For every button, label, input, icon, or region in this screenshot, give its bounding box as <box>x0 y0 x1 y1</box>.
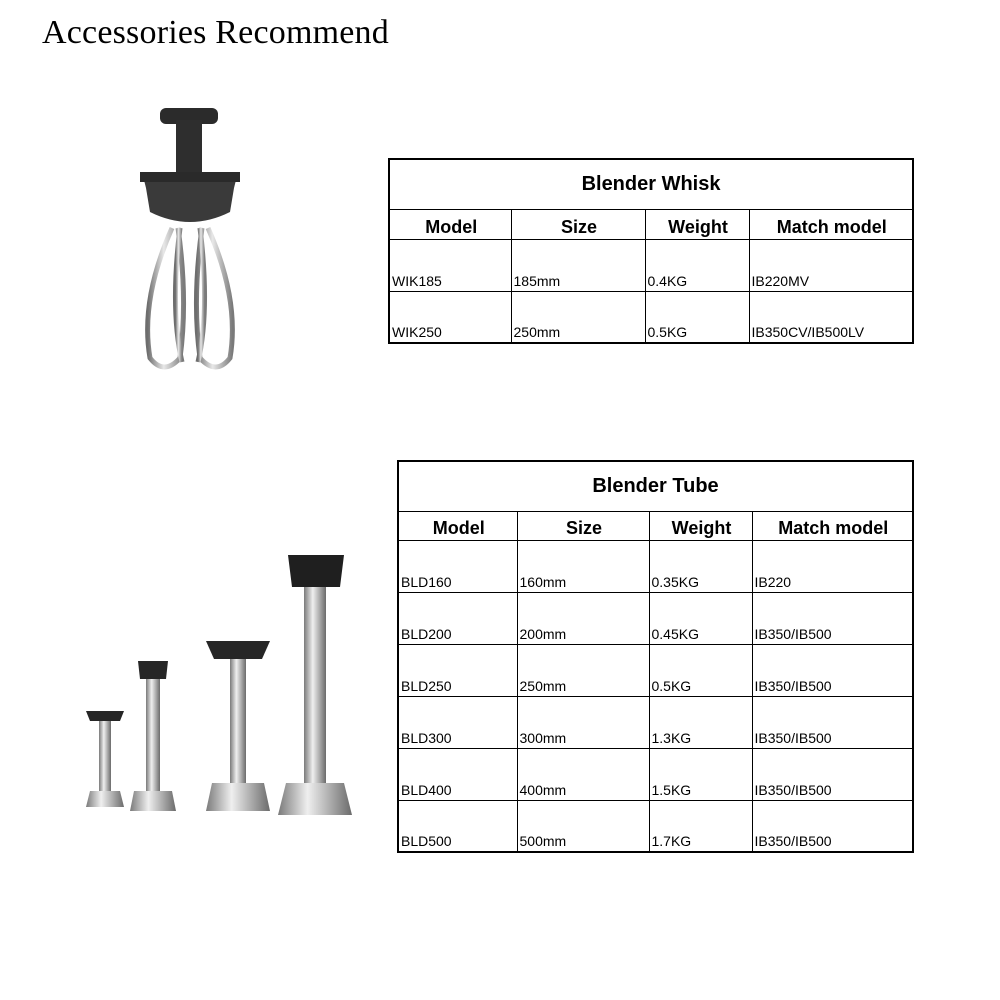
cell-weight: 0.45KG <box>649 592 752 644</box>
cell-model: BLD400 <box>398 748 517 800</box>
column-header-weight: Weight <box>649 511 752 540</box>
cell-weight: 1.3KG <box>649 696 752 748</box>
cell-match-model: IB220 <box>752 540 913 592</box>
cell-weight: 0.35KG <box>649 540 752 592</box>
cell-model: BLD500 <box>398 800 517 852</box>
table-row <box>398 696 913 748</box>
cell-model: WIK185 <box>389 239 511 291</box>
column-header-match-model: Match model <box>752 511 913 540</box>
cell-match-model: IB220MV <box>749 239 913 291</box>
cell-match-model: IB350/IB500 <box>752 644 913 696</box>
column-header-weight: Weight <box>645 209 749 239</box>
cell-size: 160mm <box>517 540 649 592</box>
table-title: Blender Whisk <box>389 159 913 209</box>
cell-model: BLD250 <box>398 644 517 696</box>
cell-match-model: IB350/IB500 <box>752 592 913 644</box>
cell-size: 250mm <box>517 644 649 696</box>
cell-model: BLD160 <box>398 540 517 592</box>
cell-model: WIK250 <box>389 291 511 343</box>
cell-weight: 0.5KG <box>645 291 749 343</box>
page-title: Accessories Recommend <box>42 14 389 51</box>
column-header-model: Model <box>398 511 517 540</box>
table-row <box>389 291 913 343</box>
cell-weight: 0.5KG <box>649 644 752 696</box>
cell-size: 185mm <box>511 239 645 291</box>
table-row <box>398 800 913 852</box>
cell-match-model: IB350CV/IB500LV <box>749 291 913 343</box>
column-header-size: Size <box>511 209 645 239</box>
cell-size: 300mm <box>517 696 649 748</box>
cell-size: 200mm <box>517 592 649 644</box>
blender-tube-table <box>397 460 914 853</box>
cell-weight: 0.4KG <box>645 239 749 291</box>
cell-weight: 1.7KG <box>649 800 752 852</box>
cell-model: BLD200 <box>398 592 517 644</box>
table-row <box>398 644 913 696</box>
table-row <box>398 540 913 592</box>
cell-match-model: IB350/IB500 <box>752 800 913 852</box>
cell-size: 250mm <box>511 291 645 343</box>
table-title: Blender Tube <box>398 461 913 511</box>
cell-weight: 1.5KG <box>649 748 752 800</box>
table-row <box>398 748 913 800</box>
cell-size: 400mm <box>517 748 649 800</box>
table-row <box>398 592 913 644</box>
blender-tubes-image <box>70 545 370 825</box>
cell-model: BLD300 <box>398 696 517 748</box>
blender-whisk-image <box>130 100 250 380</box>
cell-size: 500mm <box>517 800 649 852</box>
table-row <box>389 239 913 291</box>
column-header-match-model: Match model <box>749 209 913 239</box>
cell-match-model: IB350/IB500 <box>752 696 913 748</box>
column-header-model: Model <box>389 209 511 239</box>
column-header-size: Size <box>517 511 649 540</box>
cell-match-model: IB350/IB500 <box>752 748 913 800</box>
blender-whisk-table <box>388 158 914 344</box>
